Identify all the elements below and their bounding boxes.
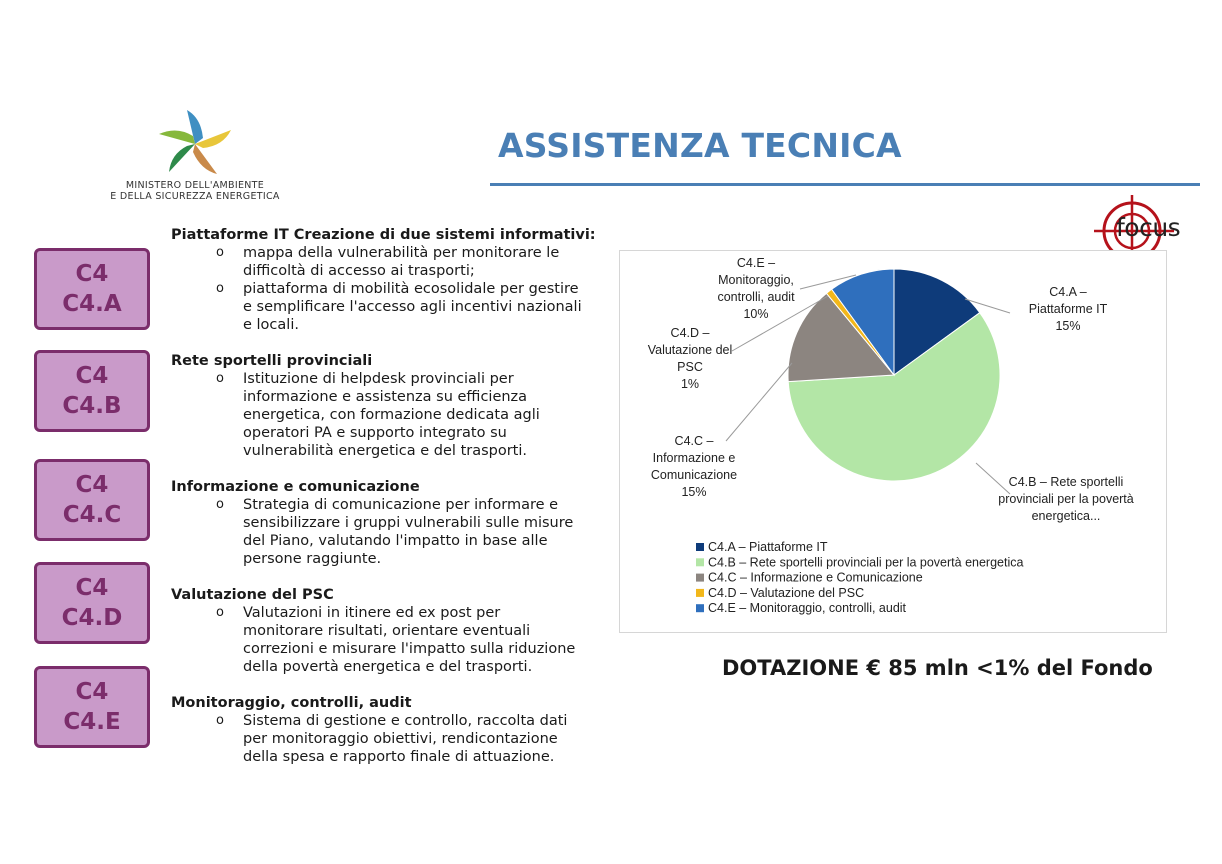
badge-top: C4 xyxy=(75,472,109,498)
ministry-name xyxy=(100,180,290,202)
badge-c4c xyxy=(34,459,150,541)
badge-bottom: C4.E xyxy=(63,709,121,735)
section-heading: Monitoraggio, controlli, audit xyxy=(171,695,412,711)
bullet-list xyxy=(171,244,601,334)
data-label: C4.C – Informazione e Comunicazione 15% xyxy=(650,434,738,499)
pie-chart xyxy=(619,250,1167,633)
section-heading: Rete sportelli provinciali xyxy=(171,353,373,369)
badge-bottom: C4.B xyxy=(62,393,122,419)
bullet-list xyxy=(171,370,601,460)
legend-label: C4.C – Informazione e Comunicazione xyxy=(708,570,923,585)
badge-top: C4 xyxy=(75,679,109,705)
section-c4c xyxy=(171,478,601,568)
badge-c4d xyxy=(34,562,150,644)
legend-swatch xyxy=(696,543,704,551)
bullet-icon: o xyxy=(216,281,224,296)
badge-top: C4 xyxy=(75,575,109,601)
badge-top: C4 xyxy=(75,363,109,389)
dotazione-text: DOTAZIONE € 85 mln <1% del Fondo xyxy=(722,656,1153,680)
badge-bottom: C4.A xyxy=(62,291,122,317)
bullet-icon: o xyxy=(216,371,224,386)
data-label: C4.D – Valutazione del PSC 1% xyxy=(647,326,733,391)
ministry-line-1: MINISTERO DELL'AMBIENTE xyxy=(125,180,265,191)
legend-swatch xyxy=(696,604,704,612)
list-item: o mappa della vulnerabilità per monitorare le difficoltà di accesso ai trasporti; xyxy=(216,245,560,279)
list-item: o Istituzione di helpdesk provinciali per informazione e assistenza su efficienza energetica, con formazione dedicata agli operatori PA e supporto integrato su vulnerabilità energetica e del trasporti. xyxy=(216,371,540,459)
badge-bottom: C4.D xyxy=(61,605,123,631)
bullet-icon: o xyxy=(216,605,224,620)
badge-top: C4 xyxy=(75,261,109,287)
bullet-list xyxy=(171,496,601,568)
list-item: o Sistema di gestione e controllo, raccolta dati per monitoraggio obiettivi, rendicontazione della spesa e rapporto finale di attuazione. xyxy=(216,713,568,765)
section-heading: Valutazione del PSC xyxy=(171,587,334,603)
section-c4d xyxy=(171,586,601,676)
badge-c4b xyxy=(34,350,150,432)
list-item: o piattaforma di mobilità ecosolidale per gestire e semplificare l'accesso agli incentivi nazionali e locali. xyxy=(216,281,582,333)
bullet-icon: o xyxy=(216,245,224,260)
bullet-icon: o xyxy=(216,497,224,512)
bullet-list xyxy=(171,604,601,676)
legend-swatch xyxy=(696,574,704,582)
badge-c4e xyxy=(34,666,150,748)
bullet-icon: o xyxy=(216,713,224,728)
section-heading: Informazione e comunicazione xyxy=(171,479,420,495)
section-c4a xyxy=(171,226,601,334)
data-label: C4.E – Monitoraggio, controlli, audit 10% xyxy=(717,256,795,321)
focus-logo-text: focus xyxy=(1116,213,1181,242)
section-c4b xyxy=(171,352,601,460)
data-label: C4.B – Rete sportelli provinciali per la povertà energetica... xyxy=(998,475,1134,523)
legend-label: C4.B – Rete sportelli provinciali per la povertà energetica xyxy=(708,555,1024,570)
leader-line xyxy=(976,463,1010,494)
legend-swatch xyxy=(696,589,704,597)
legend-label: C4.A – Piattaforme IT xyxy=(708,540,828,554)
section-c4e xyxy=(171,694,601,766)
ministry-line-2: E DELLA SICUREZZA ENERGETICA xyxy=(110,191,280,202)
page-title: ASSISTENZA TECNICA xyxy=(498,126,902,165)
leader-line xyxy=(726,363,792,441)
legend-label: C4.D – Valutazione del PSC xyxy=(708,585,865,600)
list-item: o Valutazioni in itinere ed ex post per monitorare risultati, orientare eventuali correzioni e misurare l'impatto sulla riduzione della povertà energetica e del trasporti. xyxy=(216,605,576,675)
legend-label: C4.E – Monitoraggio, controlli, audit xyxy=(708,601,907,616)
ministry-star-icon xyxy=(157,108,233,178)
data-label: C4.A – Piattaforme IT 15% xyxy=(1028,285,1108,333)
legend-swatch xyxy=(696,558,704,566)
section-heading: Piattaforme IT Creazione di due sistemi informativi: xyxy=(171,227,596,243)
pie-chart-svg xyxy=(620,251,1168,634)
ministry-logo xyxy=(100,108,290,208)
list-item: o Strategia di comunicazione per informare e sensibilizzare i gruppi vulnerabili sulle misure del Piano, valutando l'impatto in base alle persone raggiunte. xyxy=(216,497,574,567)
badge-c4a xyxy=(34,248,150,330)
title-underline xyxy=(490,183,1200,186)
bullet-list xyxy=(171,712,601,766)
badge-bottom: C4.C xyxy=(62,502,122,528)
